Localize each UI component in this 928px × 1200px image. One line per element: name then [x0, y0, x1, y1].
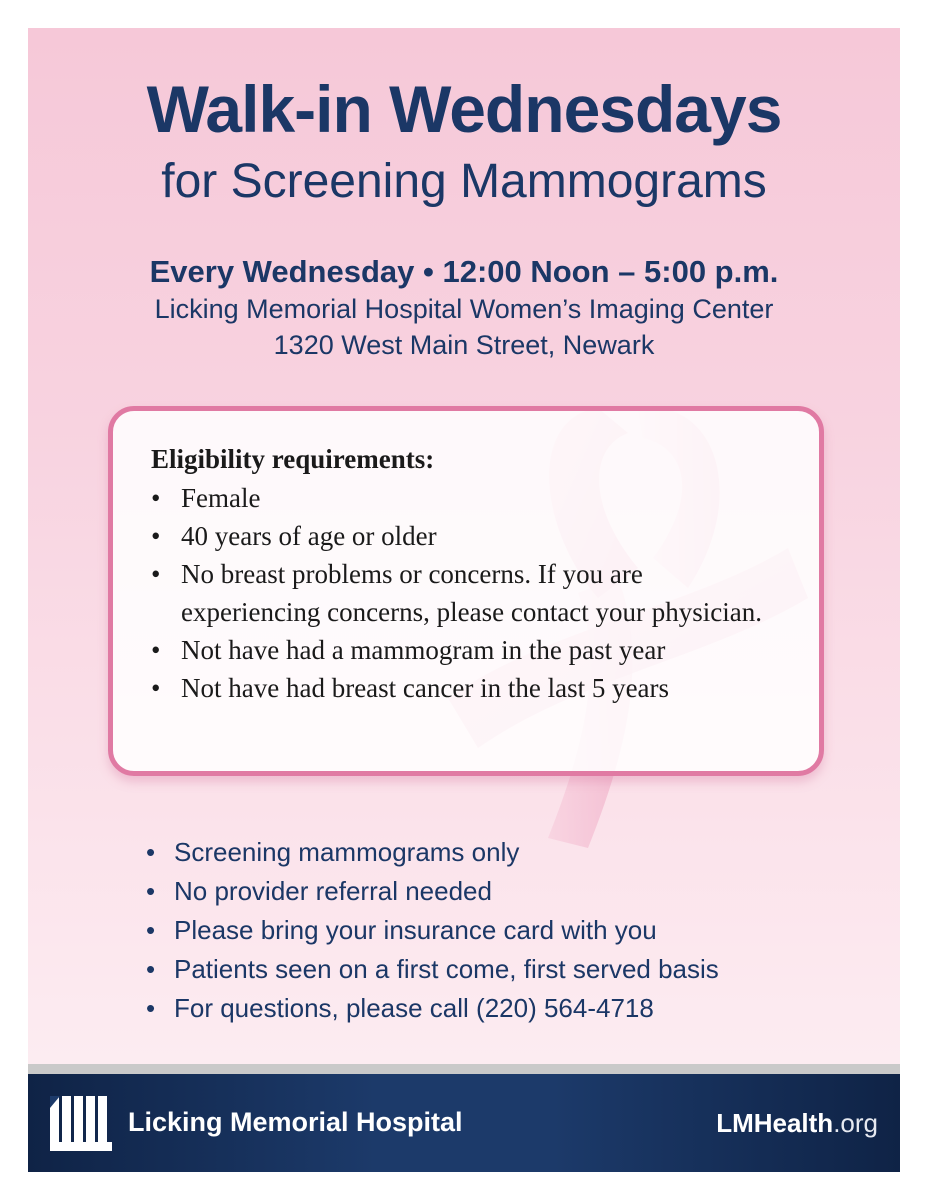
list-item — [146, 833, 866, 872]
list-item-text: Please bring your insurance card with you — [174, 915, 657, 945]
flyer — [28, 28, 900, 1172]
list-item — [151, 517, 781, 555]
eligibility-list — [151, 479, 781, 707]
list-item-text: 40 years of age or older — [181, 521, 437, 551]
bullet: • — [146, 837, 156, 867]
bullet: • — [151, 673, 161, 703]
list-item — [146, 950, 866, 989]
bullet: • — [151, 635, 161, 665]
list-item-text: No provider referral needed — [174, 876, 492, 906]
bullet: • — [151, 483, 161, 513]
website-link[interactable] — [716, 1106, 878, 1140]
flyer-title: Walk-in Wednesdays — [146, 72, 782, 146]
list-item — [151, 555, 781, 631]
list-item — [151, 669, 781, 707]
list-item-text: Female — [181, 483, 261, 513]
flyer-subtitle: for Screening Mammograms — [161, 155, 767, 208]
event-schedule: Every Wednesday • 12:00 Noon – 5:00 p.m. — [149, 254, 779, 289]
list-item — [146, 872, 866, 911]
list-item — [146, 989, 866, 1028]
list-item — [151, 479, 781, 517]
eligibility-box — [108, 406, 824, 776]
list-item — [146, 911, 866, 950]
list-item-text: Screening mammograms only — [174, 837, 520, 867]
website-main: LMHealth — [716, 1108, 834, 1138]
info-list — [146, 833, 866, 1028]
bullet: • — [146, 993, 156, 1023]
lmh-logo-icon — [48, 1092, 114, 1154]
phone-contact: For questions, please call (220) 564-4718 — [174, 993, 654, 1023]
bullet: • — [146, 954, 156, 984]
list-item-text: Not have had breast cancer in the last 5 years — [181, 673, 670, 703]
bullet: • — [151, 521, 161, 551]
website-suffix: .org — [833, 1108, 878, 1138]
list-item-text: Not have had a mammogram in the past year — [181, 635, 666, 665]
list-item-text: Patients seen on a first come, first served basis — [174, 954, 719, 984]
event-location: Licking Memorial Hospital Women’s Imaging Center — [154, 294, 774, 324]
event-address: 1320 West Main Street, Newark — [273, 330, 655, 360]
footer-bar — [28, 1074, 900, 1172]
list-item — [151, 631, 781, 669]
divider — [28, 1064, 900, 1074]
list-item-text: No breast problems or concerns. If you are experiencing concerns, please contact your physician. — [181, 559, 763, 627]
eligibility-heading: Eligibility requirements: — [151, 444, 435, 474]
bullet: • — [151, 559, 161, 589]
bullet: • — [146, 876, 156, 906]
bullet: • — [146, 915, 156, 945]
hospital-name: Licking Memorial Hospital — [128, 1107, 463, 1137]
